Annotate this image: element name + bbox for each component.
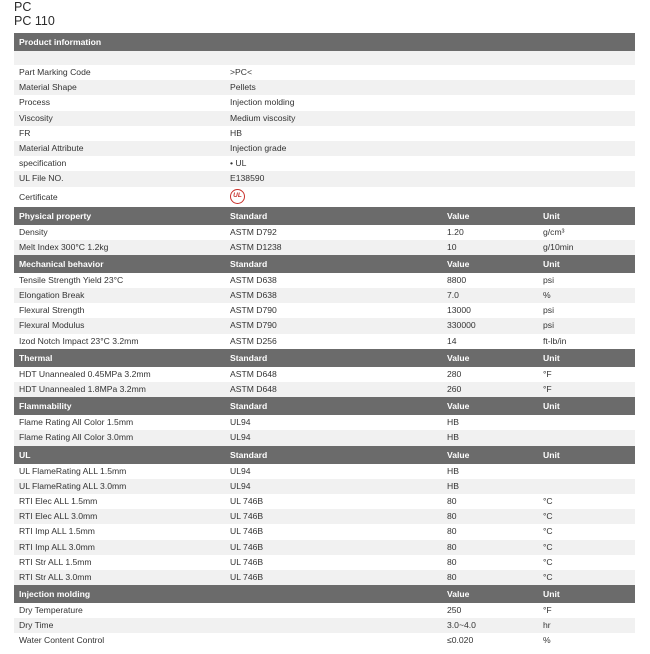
property-unit: ft-lb/in: [543, 335, 567, 346]
property-name: Elongation Break: [19, 290, 85, 301]
value-column-header: Value: [447, 449, 470, 460]
info-label: Process: [19, 97, 51, 108]
property-row: [14, 570, 635, 585]
property-name: RTI Elec ALL 1.5mm: [19, 495, 98, 506]
property-value: 3.0~4.0: [447, 620, 476, 631]
section-header: [14, 207, 635, 225]
property-standard: UL 746B: [230, 541, 264, 552]
info-value: Injection molding: [230, 97, 295, 108]
property-name: Water Content Control: [19, 635, 105, 646]
document-title-block: [14, 0, 55, 29]
property-row: [14, 240, 635, 255]
property-row: [14, 540, 635, 555]
property-standard: ASTM D648: [230, 384, 277, 394]
property-unit: °C: [543, 571, 553, 582]
value-column-header: Value: [447, 258, 470, 269]
property-row: [14, 382, 635, 397]
standard-column-header: Standard: [230, 352, 268, 363]
property-row: [14, 633, 635, 648]
info-value: Injection grade: [230, 142, 287, 153]
info-value: Medium viscosity: [230, 112, 296, 123]
property-row: [14, 303, 635, 318]
property-standard: UL94: [230, 417, 251, 428]
property-value: 80: [447, 526, 457, 537]
info-row: [14, 111, 635, 126]
property-row: [14, 524, 635, 539]
info-value: HB: [230, 127, 242, 138]
info-label: Part Marking Code: [19, 67, 91, 77]
property-value: 8800: [447, 274, 467, 285]
standard-column-header: Standard: [230, 258, 268, 269]
certificate-label: Certificate: [19, 191, 58, 202]
info-row: [14, 171, 635, 186]
property-name: Flame Rating All Color 3.0mm: [19, 432, 134, 443]
property-unit: °C: [543, 526, 553, 537]
property-standard: UL94: [230, 432, 251, 443]
property-standard: ASTM D638: [230, 274, 277, 285]
property-name: HDT Unannealed 1.8MPa 3.2mm: [19, 384, 146, 394]
section-header: [14, 255, 635, 273]
property-unit: g/cm³: [543, 226, 565, 237]
ul-certification-icon: UL: [230, 189, 245, 204]
info-row: [14, 141, 635, 156]
property-unit: °C: [543, 511, 553, 522]
value-column-header: Value: [447, 210, 470, 221]
property-name: Izod Notch Impact 23°C 3.2mm: [19, 335, 139, 346]
property-standard: ASTM D790: [230, 320, 277, 331]
value-column-header: Value: [447, 401, 470, 412]
property-unit: psi: [543, 274, 554, 285]
section-title: Flammability: [19, 401, 72, 412]
section-title: Mechanical behavior: [19, 258, 104, 269]
property-row: [14, 288, 635, 303]
property-standard: UL 746B: [230, 511, 264, 522]
unit-column-header: Unit: [543, 258, 560, 269]
property-unit: °F: [543, 368, 552, 379]
info-value: Pellets: [230, 82, 256, 93]
property-unit: °F: [543, 384, 552, 394]
product-info-header: [14, 33, 635, 51]
property-unit: °C: [543, 495, 553, 506]
property-name: RTI Imp ALL 1.5mm: [19, 526, 95, 537]
property-standard: UL 746B: [230, 571, 264, 582]
property-value: HB: [447, 480, 459, 491]
value-column-header: Value: [447, 352, 470, 363]
property-standard: ASTM D790: [230, 305, 277, 316]
grade-title: PC 110: [14, 14, 55, 28]
property-unit: psi: [543, 305, 554, 316]
info-value: E138590: [230, 173, 265, 184]
property-value: 10: [447, 241, 457, 252]
section-title: Injection molding: [19, 589, 91, 600]
property-name: Density: [19, 226, 48, 237]
property-row: [14, 464, 635, 479]
info-label: Viscosity: [19, 112, 53, 123]
property-standard: UL 746B: [230, 556, 264, 567]
section-title: Physical property: [19, 210, 92, 221]
section-title: Thermal: [19, 352, 53, 363]
property-standard: ASTM D648: [230, 368, 277, 379]
property-row: [14, 603, 635, 618]
property-name: Flexural Strength: [19, 305, 85, 316]
property-unit: °C: [543, 541, 553, 552]
property-value: 260: [447, 384, 462, 394]
property-value: 1.20: [447, 226, 464, 237]
property-row: [14, 367, 635, 382]
property-value: 7.0: [447, 290, 459, 301]
info-row: [14, 80, 635, 95]
value-column-header: Value: [447, 589, 470, 600]
material-family-title: PC: [14, 0, 32, 14]
property-sections: [14, 207, 635, 649]
property-standard: ASTM D792: [230, 226, 277, 237]
property-standard: ASTM D1238: [230, 241, 282, 252]
property-standard: UL 746B: [230, 526, 264, 537]
info-label: FR: [19, 127, 31, 138]
property-name: RTI Imp ALL 3.0mm: [19, 541, 95, 552]
unit-column-header: Unit: [543, 210, 560, 221]
property-standard: UL 746B: [230, 495, 264, 506]
property-unit: psi: [543, 320, 554, 331]
unit-column-header: Unit: [543, 589, 560, 600]
property-name: HDT Unannealed 0.45MPa 3.2mm: [19, 368, 151, 379]
info-label: Material Attribute: [19, 142, 84, 153]
section-header: [14, 397, 635, 415]
property-unit: °C: [543, 556, 553, 567]
standard-column-header: Standard: [230, 210, 268, 221]
info-label: specification: [19, 158, 67, 169]
property-name: Tensile Strength Yield 23°C: [19, 274, 124, 285]
property-row: [14, 318, 635, 333]
property-name: Dry Temperature: [19, 605, 83, 616]
property-name: RTI Str ALL 1.5mm: [19, 556, 92, 567]
property-name: RTI Elec ALL 3.0mm: [19, 511, 98, 522]
property-value: 80: [447, 556, 457, 567]
property-standard: ASTM D256: [230, 335, 277, 346]
info-row: [14, 95, 635, 110]
property-value: 250: [447, 605, 462, 616]
property-standard: ASTM D638: [230, 290, 277, 301]
info-label: Material Shape: [19, 82, 77, 93]
property-row: [14, 494, 635, 509]
property-value: 80: [447, 571, 457, 582]
property-row: [14, 415, 635, 430]
property-value: 13000: [447, 305, 471, 316]
property-row: [14, 555, 635, 570]
certificate-row: [14, 187, 635, 207]
info-value: >PC<: [230, 67, 252, 77]
spacer-row: [14, 51, 635, 65]
property-value: 280: [447, 368, 462, 379]
section-header: [14, 446, 635, 464]
property-standard: UL94: [230, 480, 251, 491]
property-value: 80: [447, 511, 457, 522]
section-header: [14, 349, 635, 367]
property-value: HB: [447, 417, 459, 428]
property-row: [14, 225, 635, 240]
property-name: Flexural Modulus: [19, 320, 85, 331]
property-value: ≤0.020: [447, 635, 474, 646]
datasheet-table: [14, 33, 635, 649]
property-name: Melt Index 300°C 1.2kg: [19, 241, 109, 252]
property-unit: hr: [543, 620, 551, 631]
property-name: RTI Str ALL 3.0mm: [19, 571, 92, 582]
property-row: [14, 479, 635, 494]
section-header: [14, 585, 635, 603]
product-info-rows: [14, 65, 635, 187]
property-row: [14, 273, 635, 288]
property-value: HB: [447, 432, 459, 443]
property-row: [14, 334, 635, 349]
property-value: 80: [447, 541, 457, 552]
unit-column-header: Unit: [543, 401, 560, 412]
property-row: [14, 618, 635, 633]
property-row: [14, 430, 635, 445]
property-value: 330000: [447, 320, 476, 331]
section-title: Product information: [19, 37, 102, 47]
property-unit: %: [543, 635, 551, 646]
property-name: UL FlameRating ALL 3.0mm: [19, 480, 127, 491]
property-unit: g/10min: [543, 241, 574, 252]
property-name: Dry Time: [19, 620, 54, 631]
info-label: UL File NO.: [19, 173, 64, 184]
info-row: [14, 156, 635, 171]
property-unit: %: [543, 290, 551, 301]
property-value: HB: [447, 465, 459, 476]
property-name: UL FlameRating ALL 1.5mm: [19, 465, 127, 476]
property-value: 14: [447, 335, 457, 346]
standard-column-header: Standard: [230, 401, 268, 412]
info-row: [14, 65, 635, 80]
property-value: 80: [447, 495, 457, 506]
unit-column-header: Unit: [543, 352, 560, 363]
property-name: Flame Rating All Color 1.5mm: [19, 417, 134, 428]
property-unit: °F: [543, 605, 552, 616]
property-row: [14, 509, 635, 524]
unit-column-header: Unit: [543, 449, 560, 460]
info-value: • UL: [230, 158, 247, 169]
info-row: [14, 126, 635, 141]
standard-column-header: Standard: [230, 449, 268, 460]
property-standard: UL94: [230, 465, 251, 476]
section-title: UL: [19, 449, 31, 460]
